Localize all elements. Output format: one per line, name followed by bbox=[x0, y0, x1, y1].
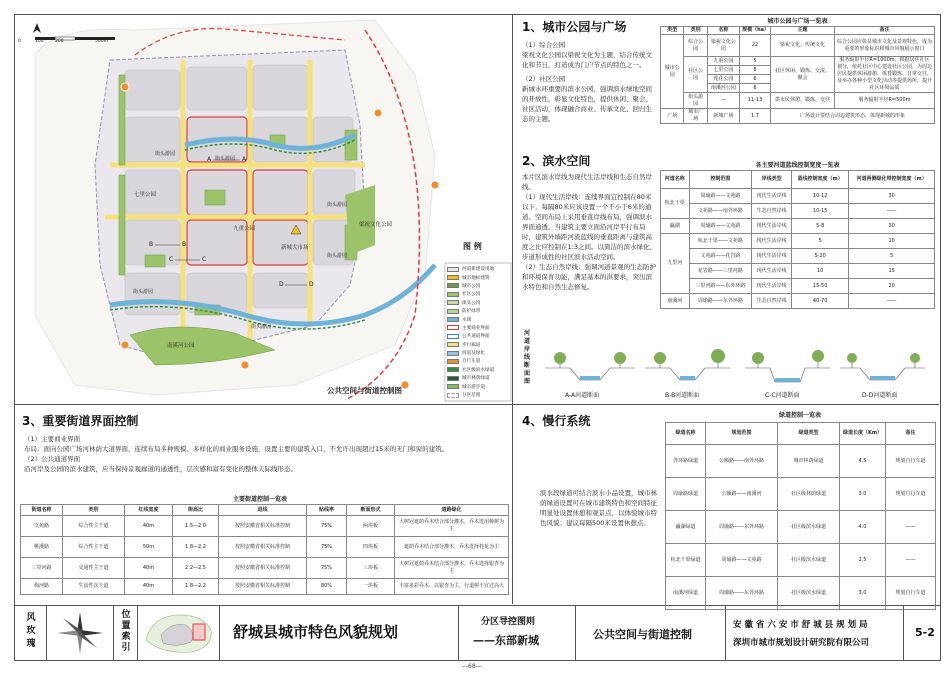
table-4-title: 绿道控制一览表 bbox=[778, 412, 821, 419]
legend-item: 河道及绿化 bbox=[447, 349, 511, 357]
map-canvas bbox=[15, 15, 512, 404]
scale-label: 200 bbox=[55, 39, 64, 44]
label-plaza: 新城大市场 bbox=[281, 245, 309, 251]
legend-item: 公共通道界面 bbox=[447, 332, 511, 340]
table-header: 类型 类别 名称 规模（ha） 主题 备注 bbox=[661, 27, 935, 35]
table-header: 街道名称 类别 红线宽度 街高比 退线 贴线率 断面形式 道路绿化 bbox=[21, 505, 509, 516]
location-label: 位置索引 bbox=[121, 610, 131, 653]
legend-item: 步行廊道 bbox=[447, 341, 511, 349]
legend-title: 图 例 bbox=[463, 242, 482, 251]
label-nanxi-park: 南溪河公园 bbox=[167, 343, 195, 349]
table-row: 九里河 杭北干渠——文苑路 现代生活岸线 5 10 bbox=[661, 234, 935, 249]
swatch bbox=[447, 351, 459, 356]
divider-horizontal bbox=[14, 404, 939, 405]
section-3-title: 3、重要街道界面控制 bbox=[22, 414, 139, 428]
org-2: 深圳市城市规划设计研究院有限公司 bbox=[733, 638, 870, 648]
section-4-title: 4、慢行系统 bbox=[522, 414, 591, 428]
table-row: 七里公园 8 bbox=[661, 66, 935, 75]
org-1: 安 徽 省 六 安 市 舒 城 县 规 划 局 bbox=[733, 620, 868, 630]
table-row: 周瑜路绿道 公额路——南溪河 社区级林荫绿道 3.0 规划自行车道 bbox=[666, 478, 936, 511]
swatch bbox=[447, 359, 459, 364]
swatch bbox=[447, 309, 459, 314]
zone-name: ——东部新城 bbox=[473, 634, 539, 647]
swatch bbox=[447, 300, 459, 305]
scale-label: 0 bbox=[18, 39, 21, 44]
table-row: 瀛湖绿道 周瑜路——东外环路 社区级滨水绿道 4.0 —— bbox=[666, 511, 936, 544]
section-diagram-label: 河道岸线断面图 bbox=[524, 330, 531, 385]
label-street-park-3: 街头游园 bbox=[215, 156, 236, 162]
section-caption: B-B河道断面 bbox=[665, 392, 700, 399]
swatch bbox=[447, 384, 459, 389]
section-marker: B bbox=[149, 241, 154, 248]
river-section-diagrams bbox=[540, 338, 930, 388]
legend-item: 社区公园 bbox=[447, 290, 511, 298]
windrose-label: 风玫瑰 bbox=[26, 613, 36, 649]
map-legend bbox=[447, 265, 511, 399]
swatch bbox=[447, 275, 459, 280]
swatch bbox=[447, 334, 459, 339]
section-1-title: 1、城市公园与广场 bbox=[522, 20, 627, 34]
table-row: 莲花公园 6 bbox=[661, 75, 935, 84]
swatch bbox=[447, 342, 459, 347]
table-row: 南溪河 周瑜路——东外环路 生态自然岸线 40-70 —— bbox=[661, 294, 935, 309]
legend-item: 城市林荫绿道 bbox=[447, 374, 511, 382]
table-3-title: 主要街道控制一览表 bbox=[232, 496, 287, 503]
street-table bbox=[20, 504, 509, 595]
swatch bbox=[447, 325, 459, 330]
legend-item: 河道新建设用地 bbox=[447, 265, 511, 273]
table-row: 杭北干渠绿道 周瑜路——文苑路 社区级滨水绿道 2.5 —— bbox=[666, 544, 936, 577]
section-marker: A bbox=[207, 156, 212, 163]
legend-item: 城市地标建筑 bbox=[447, 273, 511, 281]
section-caption: C-C河道断面 bbox=[765, 392, 800, 399]
legend-item: 城市公园 bbox=[447, 282, 511, 290]
table-row: 广场 城市广场 新城广场 1.7 广场设计要结合周边建筑形态，体现新城的形象 bbox=[661, 109, 935, 124]
label-qilong-park: 七里公园 bbox=[134, 192, 157, 198]
table-row: 文苑路 综合性主干道 40m 1.5—2.0 按照安徽省相关标准控制 75% 两块板 大树冠遮荫乔木结合部分灌木，乔木选用樟树为主 bbox=[21, 516, 509, 537]
section-4-text: 滨水段绿道可结合滨水小品设置，城市林荫绿道设置可在城市建筑特色和空间特征明显处设置休憩和观景点，以体验城市特色风貌；建议每隔500米设置休憩点。 bbox=[540, 489, 657, 527]
label-street-park-5: 街头游园 bbox=[251, 324, 272, 330]
swatch bbox=[447, 317, 459, 322]
legend-item: 自行车道 bbox=[447, 357, 511, 365]
swatch bbox=[447, 267, 459, 272]
table-row: 瀛湖 周瑜路——文苑路 现代生活岸线 5-8 30 bbox=[661, 219, 935, 234]
map-panel bbox=[15, 15, 512, 404]
section-marker: B bbox=[182, 241, 187, 248]
table-row: 文苑路——花岩路 现代生活岸线 5-20 5 bbox=[661, 249, 935, 264]
table-header: 河道名称 控制范围 岸线类型 蓝线控制宽度（m） 河道两侧绿化带控制宽度（m） bbox=[661, 171, 935, 189]
label-culture-park: 梁祝文化公园 bbox=[359, 222, 393, 228]
label-street-park-1: 街头游园 bbox=[155, 151, 176, 157]
legend-item: 社区级滨水绿道 bbox=[447, 366, 511, 374]
section-marker: D bbox=[279, 281, 284, 288]
section-marker: D bbox=[309, 281, 314, 288]
scale-label: 100 bbox=[35, 39, 44, 44]
divider-vertical bbox=[512, 14, 513, 604]
table-row: 三里河路 交通性主干道 40m 2.2—2.5 按照安徽省相关标准控制 75% 三块板 大树冠遮荫乔木结合部分灌木，乔木选择银杏为主 bbox=[21, 558, 509, 579]
section-marker: C bbox=[202, 256, 207, 263]
table-row: 城市公园 综合公园 梁祝文化公园 22 梁祝文化、传统文化 综合公园应彰显城市文化及景观特色，成为重要的形象标识和城市风貌展示窗口 bbox=[661, 35, 935, 57]
location-index-map bbox=[141, 610, 215, 656]
table-1-title: 城市公园与广场一览表 bbox=[767, 18, 828, 25]
legend-item: 街头公园 bbox=[447, 299, 511, 307]
legend-item: 水域 bbox=[447, 315, 511, 323]
section-caption: D-D河道断面 bbox=[862, 392, 898, 399]
plan-title: 舒城县城市特色风貌规划 bbox=[233, 623, 399, 641]
label-street-park-4: 街头游园 bbox=[133, 289, 154, 295]
section-marker: C bbox=[169, 256, 174, 263]
parks-table bbox=[660, 26, 935, 124]
windrose-icon bbox=[55, 610, 105, 656]
legend-item: 城市游步道 bbox=[447, 382, 511, 390]
label-jiulong-park: 九重公园 bbox=[233, 226, 256, 232]
table-row: 杭北干渠 周瑜路——文苑路 现代生活岸线 10-12 30 bbox=[661, 189, 935, 204]
legend-item: 防护绿带 bbox=[447, 307, 511, 315]
section-marker: A bbox=[242, 156, 247, 163]
section-2-title: 2、滨水空间 bbox=[522, 154, 591, 168]
table-row: 桃溪路 综合性主干道 50m 1.8—2.2 按照安徽省相关标准控制 75% 四块板 遮荫乔木结合部分灌木，乔木选择桂花为主 bbox=[21, 537, 509, 558]
page-number: —68— bbox=[462, 663, 482, 670]
swatch bbox=[447, 376, 459, 381]
legend-item: 主要商业界面 bbox=[447, 324, 511, 332]
swatch bbox=[447, 393, 459, 398]
river-table bbox=[660, 170, 935, 309]
title-block bbox=[14, 605, 941, 661]
legend-item: 分区范围 bbox=[447, 391, 511, 399]
table-header: 绿道名称 规划范围 绿道类型 绿道长度（Km） 备注 bbox=[666, 423, 936, 445]
table-2-title: 各主要河道蓝线控制宽度一览表 bbox=[755, 162, 840, 169]
sheet-number: 5-2 bbox=[915, 626, 935, 639]
swatch bbox=[447, 367, 459, 372]
table-row: 外环路绿道 公额路——南外环路 城市林荫绿道 4.5 规划自行车道 bbox=[666, 445, 936, 478]
table-row: 社区公园 九重公园 5 社区休闲、锻炼、交流、聚会 服务辐射半径R=1000m，根据居住社区划分，依托社区中心建设社区公园，为周边居民提供休闲游憩、体育锻炼、日常交往，及举办各种小型文化活动等提供场所，提升社区环境品质 bbox=[661, 57, 935, 66]
table-row: 南溪河公园 6 bbox=[661, 84, 935, 93]
table-row: 梅河路 生活性次干道 40m 1.8—2.2 按照安徽省相关标准控制 80% 一块板 丰富多彩乔木、以银杏为主，行道树不宜过高大 bbox=[21, 579, 509, 595]
section-caption: A-A河道断面 bbox=[565, 392, 600, 399]
section-2-text: 本片区滨水岸线为现代生活岸线和生态自然岸线。 （1）现代生活岸线：连续界面宜控制在80米以下，每隔80米应该设置一个不小于6米的通道。空间布局上采用垂直岸线布局，强调滨水界面通透。当建筑主要立面沿河岸平行布局时，建筑外墙距河流蓝线的垂直距离与建筑高度之比应控制在1:3之间。以简洁的滨水绿化、步道形成性的社区滨水活动空间。 （2）生态自然岸线：强调河道景观的生态防护和环境保育功能，满足基本的洪要求，突出滨水特色和自然生态修复。 bbox=[522, 173, 657, 291]
zone-label: 分区导控图则 bbox=[481, 617, 536, 627]
map-title: 公共空间与街道控制图 bbox=[327, 386, 402, 395]
swatch bbox=[447, 292, 459, 297]
greenway-table bbox=[665, 422, 936, 610]
section-1-text: （1）综合公园 梁祝文化公园以梁祝文化为主题，结合传统文化和节日，打造成为门户节点的特色之一。 （2）社区公园 新城水环重要的滨水公园，强调滨水绿地空间的开放性，彰显文化特色，提供休闲、聚会、社区活动，体现融合商业、传承文化、回归生态的主题。 bbox=[522, 41, 652, 123]
section-3-text: （1）主要商业界面 布局：面向公园广场河林荫大道界面，连续布局多种规模、多样化的商业服务设施，设置主要的建筑入口，不允许出现超过15米的无门和窗的建筑。 （2）公共通道界面 沿河岸及公园的滨水建筑，应当保持景观廊道的通透性，层次感和富有变化的整体天际线形态。 bbox=[24, 435, 449, 473]
sheet-title: 公共空间与街道控制 bbox=[593, 628, 692, 641]
scale-label: 500m bbox=[95, 39, 108, 44]
label-street-park-2: 街头游园 bbox=[327, 202, 348, 208]
table-row: 三里河路——东外环路 现代生活岸线 15-50 20 bbox=[661, 279, 935, 294]
table-row: 街头游园 — 11-13 供市民休憩、锻炼、交往 服务辐射半径R=500m bbox=[661, 93, 935, 109]
swatch bbox=[447, 283, 459, 288]
label-street-park-6: 街头游园 bbox=[327, 253, 348, 259]
table-row: 文苑路——南外环路 生态自然岸线 10-15 —— bbox=[661, 204, 935, 219]
table-row: 南溪河绿道 周瑜路——东外环路 社区级滨水绿道 3.0 规划自行车道 bbox=[666, 577, 936, 610]
table-row: 花岩路——三里河路 现代生活岸线 10 15 bbox=[661, 264, 935, 279]
